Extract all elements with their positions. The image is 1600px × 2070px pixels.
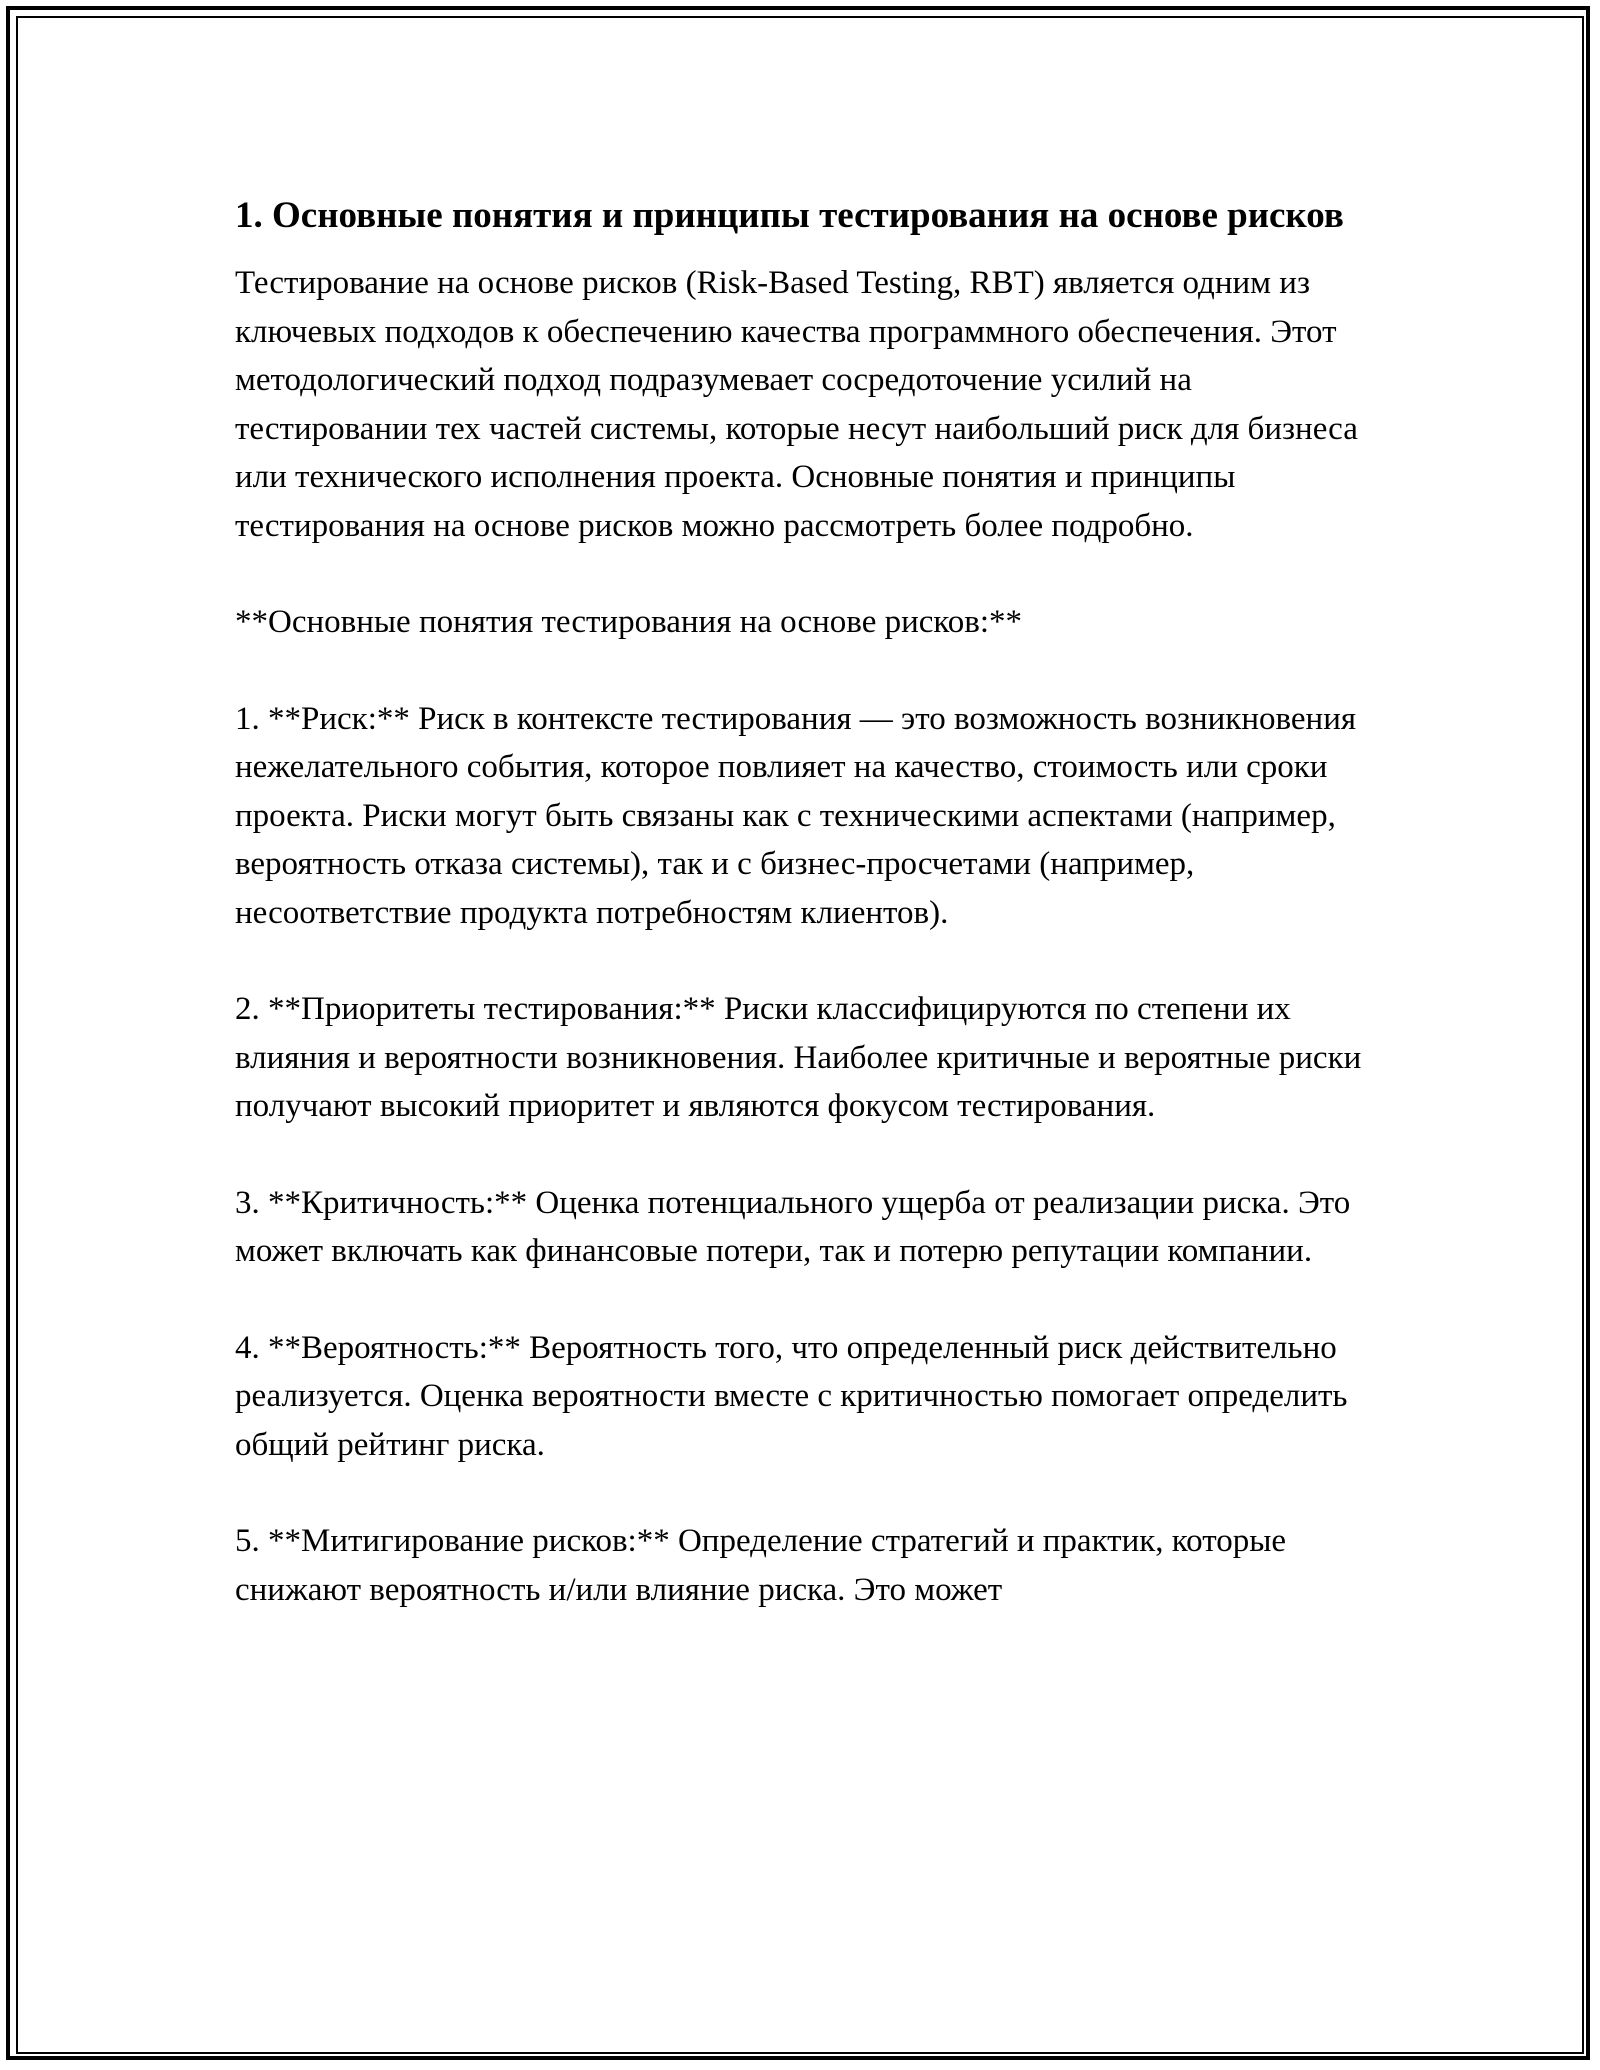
- section-title: 1. Основные понятия и принципы тестирования на основе рисков: [235, 195, 1344, 236]
- document-page: [235, 188, 1375, 1614]
- list-item-criticality: 3. **Критичность:** Оценка потенциального ущерба от реализации риска. Это может включать как финансовые потери, так и потерю репутации компании.: [235, 1184, 1351, 1269]
- intro-paragraph: Тестирование на основе рисков (Risk-Based Testing, RBT) является одним из ключевых подходов к обеспечению качества программного обеспечения. Этот методологический подход подразумевает сосредоточение усилий на тестировании тех частей системы, которые несут наибольший риск для бизнеса или технического исполнения проекта. Основные понятия и принципы тестирования на основе рисков можно рассмотреть более подробно.: [235, 265, 1358, 544]
- list-item-risk: 1. **Риск:** Риск в контексте тестирования — это возможность возникновения нежелательного события, которое повлияет на качество, стоимость или сроки проекта. Риски могут быть связаны как с техническими аспектами (например, вероятность отказа системы), так и с бизнес-просчетами (например, несоответствие продукта потребностям клиентов).: [235, 700, 1357, 931]
- list-item-mitigation: 5. **Митигирование рисков:** Определение стратегий и практик, которые снижают вероятность и/или влияние риска. Это может: [235, 1523, 1287, 1608]
- concepts-heading-paragraph: **Основные понятия тестирования на основе рисков:**: [235, 604, 1023, 640]
- list-item-probability: 4. **Вероятность:** Вероятность того, что определенный риск действительно реализуется. Оценка вероятности вместе с критичностью помогает определить общий рейтинг риска.: [235, 1329, 1348, 1463]
- list-item-priorities: 2. **Приоритеты тестирования:** Риски классифицируются по степени их влияния и вероятности возникновения. Наиболее критичные и вероятные риски получают высокий приоритет и являются фокусом тестирования.: [235, 991, 1362, 1124]
